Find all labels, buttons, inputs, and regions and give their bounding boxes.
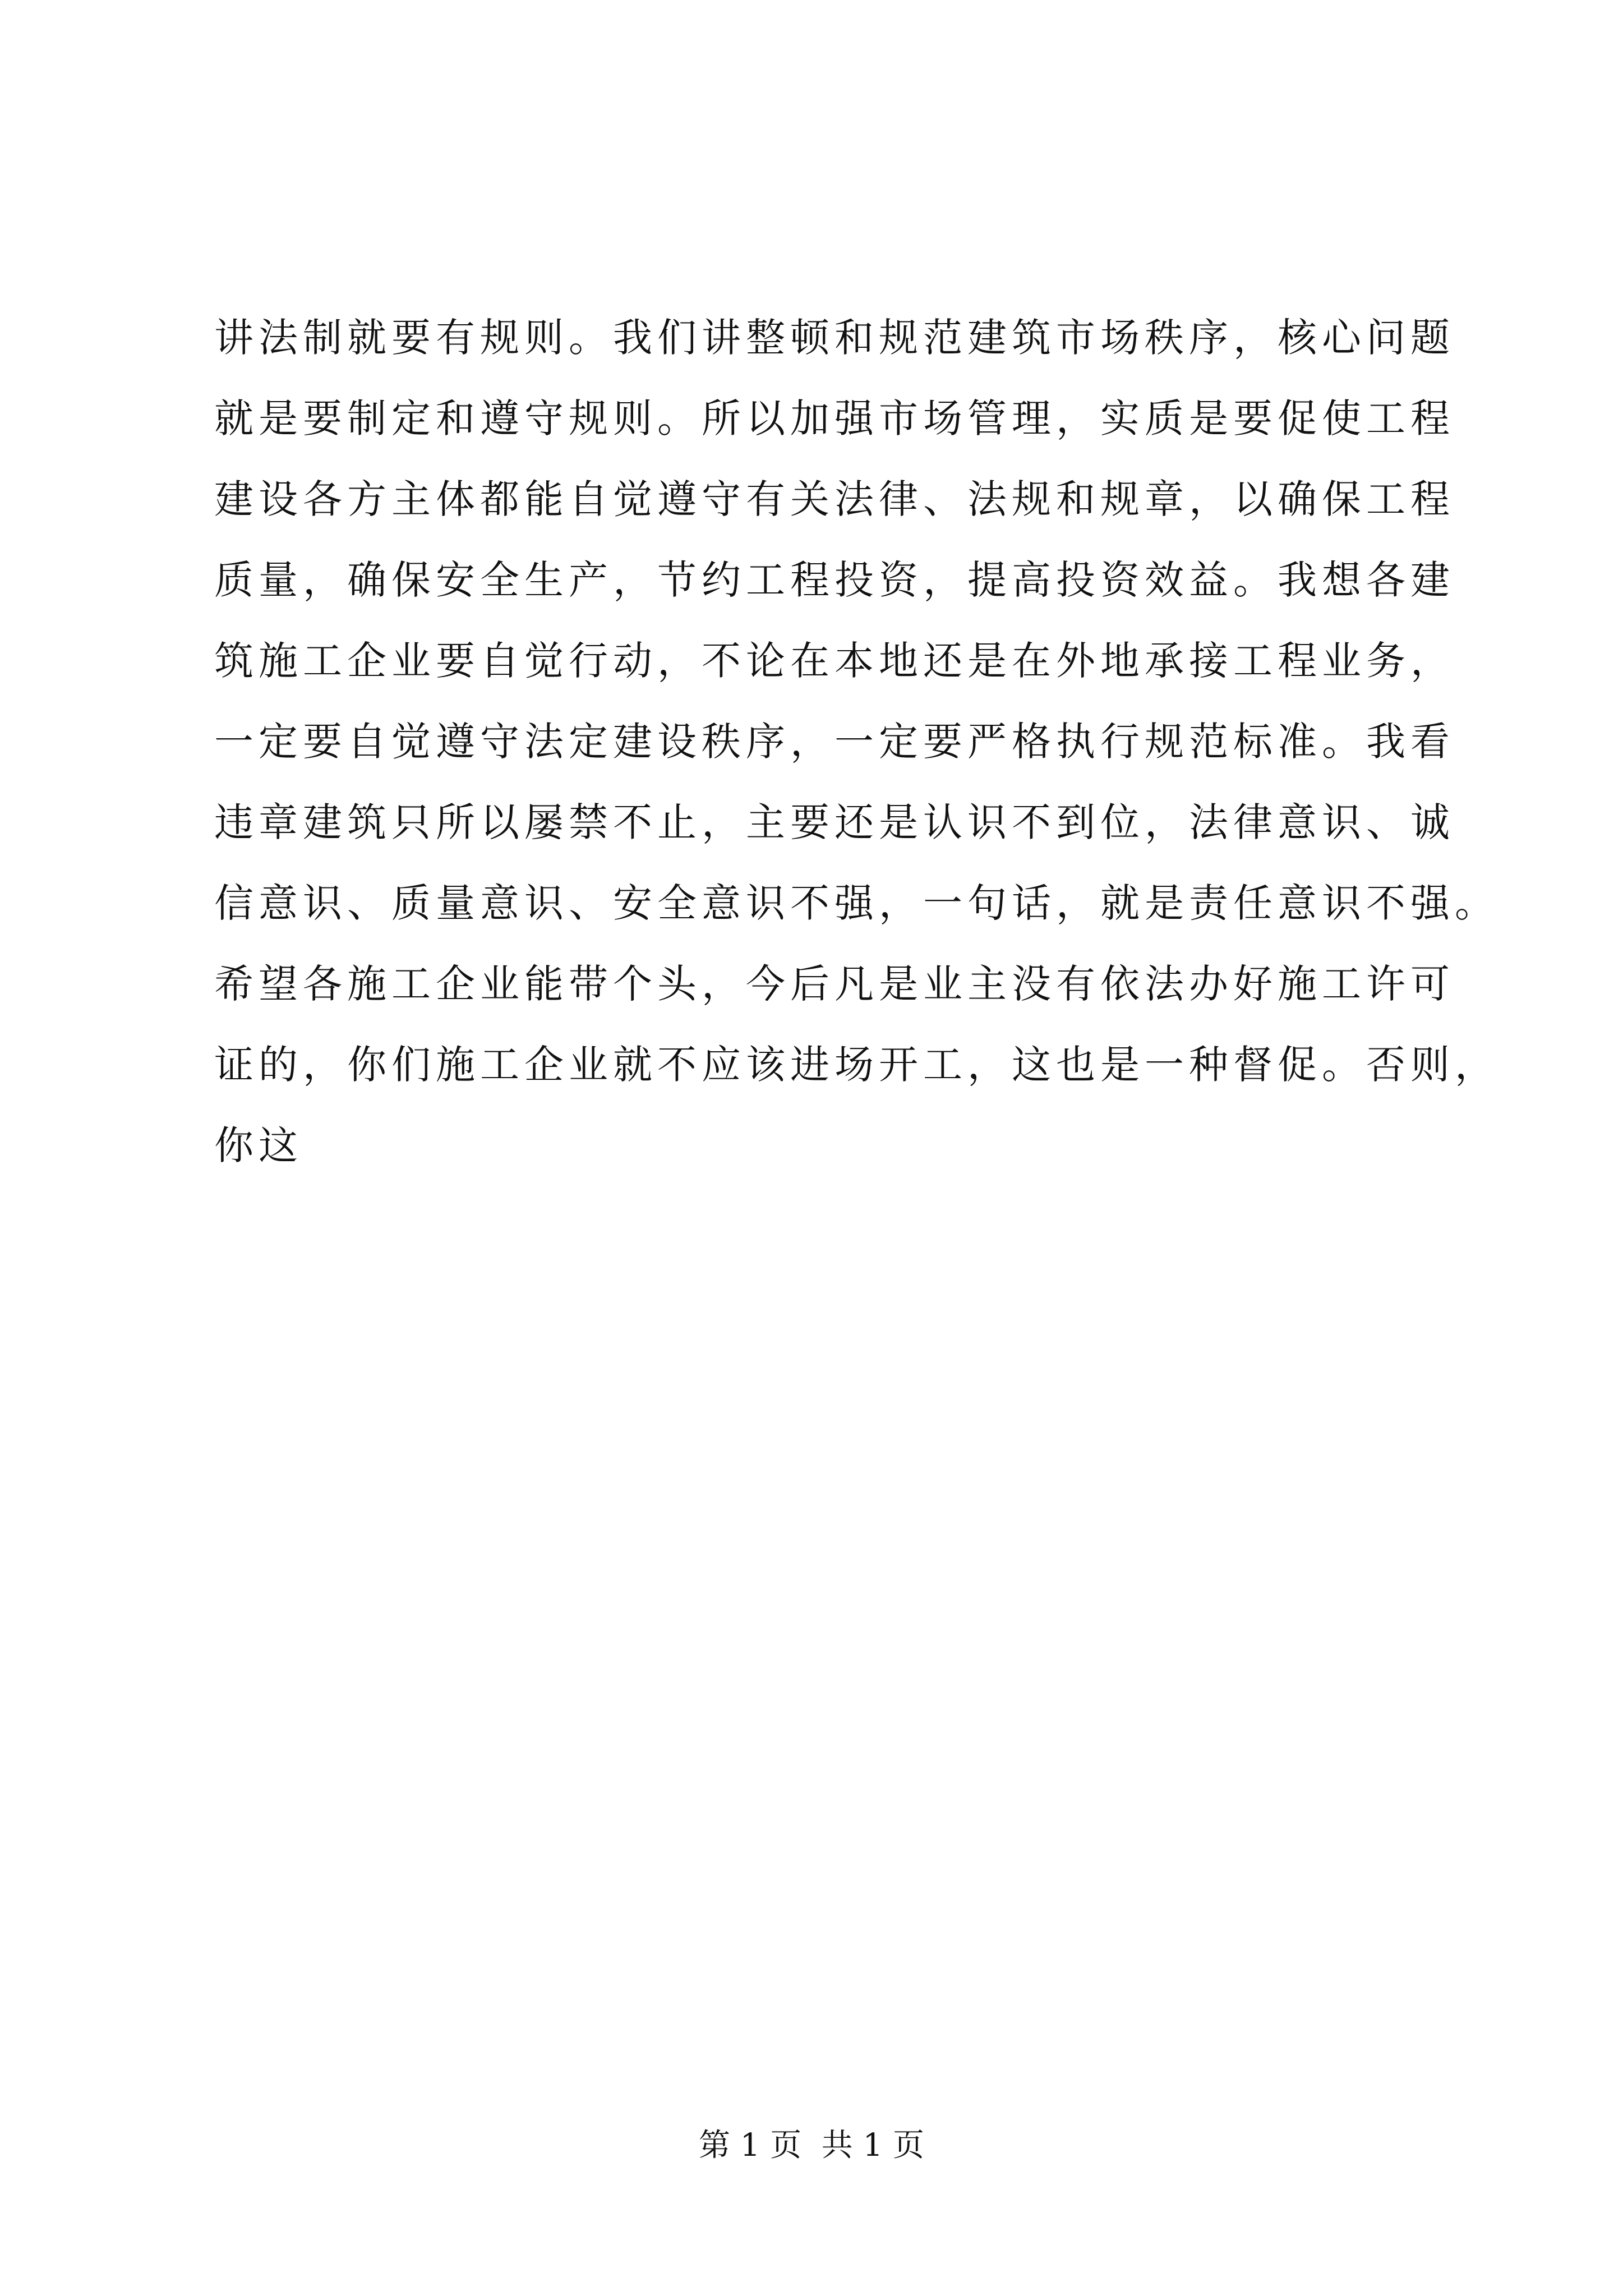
text-line: 建设各方主体都能自觉遵守有关法律、法规和规章，以确保工程 [214,476,1455,522]
text-line: 讲法制就要有规则。我们讲整顿和规范建筑市场秩序，核心问题 [214,315,1455,361]
text-line: 就是要制定和遵守规则。所以加强市场管理，实质是要促使工程 [214,395,1455,441]
text-line: 筑施工企业要自觉行动，不论在本地还是在外地承接工程业务， [214,638,1455,684]
text-line: 证的，你们施工企业就不应该进场开工，这也是一种督促。否则， [214,1042,1499,1088]
text-line: 你这 [214,1122,303,1168]
page-number-footer: 第 1 页 共 1 页 [698,2127,925,2164]
text-line: 质量，确保安全生产，节约工程投资，提高投资效益。我想各建 [214,557,1455,603]
text-line: 信意识、质量意识、安全意识不强，一句话，就是责任意识不强。 [214,880,1499,926]
text-line: 违章建筑只所以屡禁不止，主要还是认识不到位，法律意识、诚 [214,799,1455,845]
text-line: 希望各施工企业能带个头，今后凡是业主没有依法办好施工许可 [214,961,1455,1007]
body-paragraph [214,297,1499,1186]
text-line: 一定要自觉遵守法定建设秩序，一定要严格执行规范标准。我看 [214,719,1455,765]
